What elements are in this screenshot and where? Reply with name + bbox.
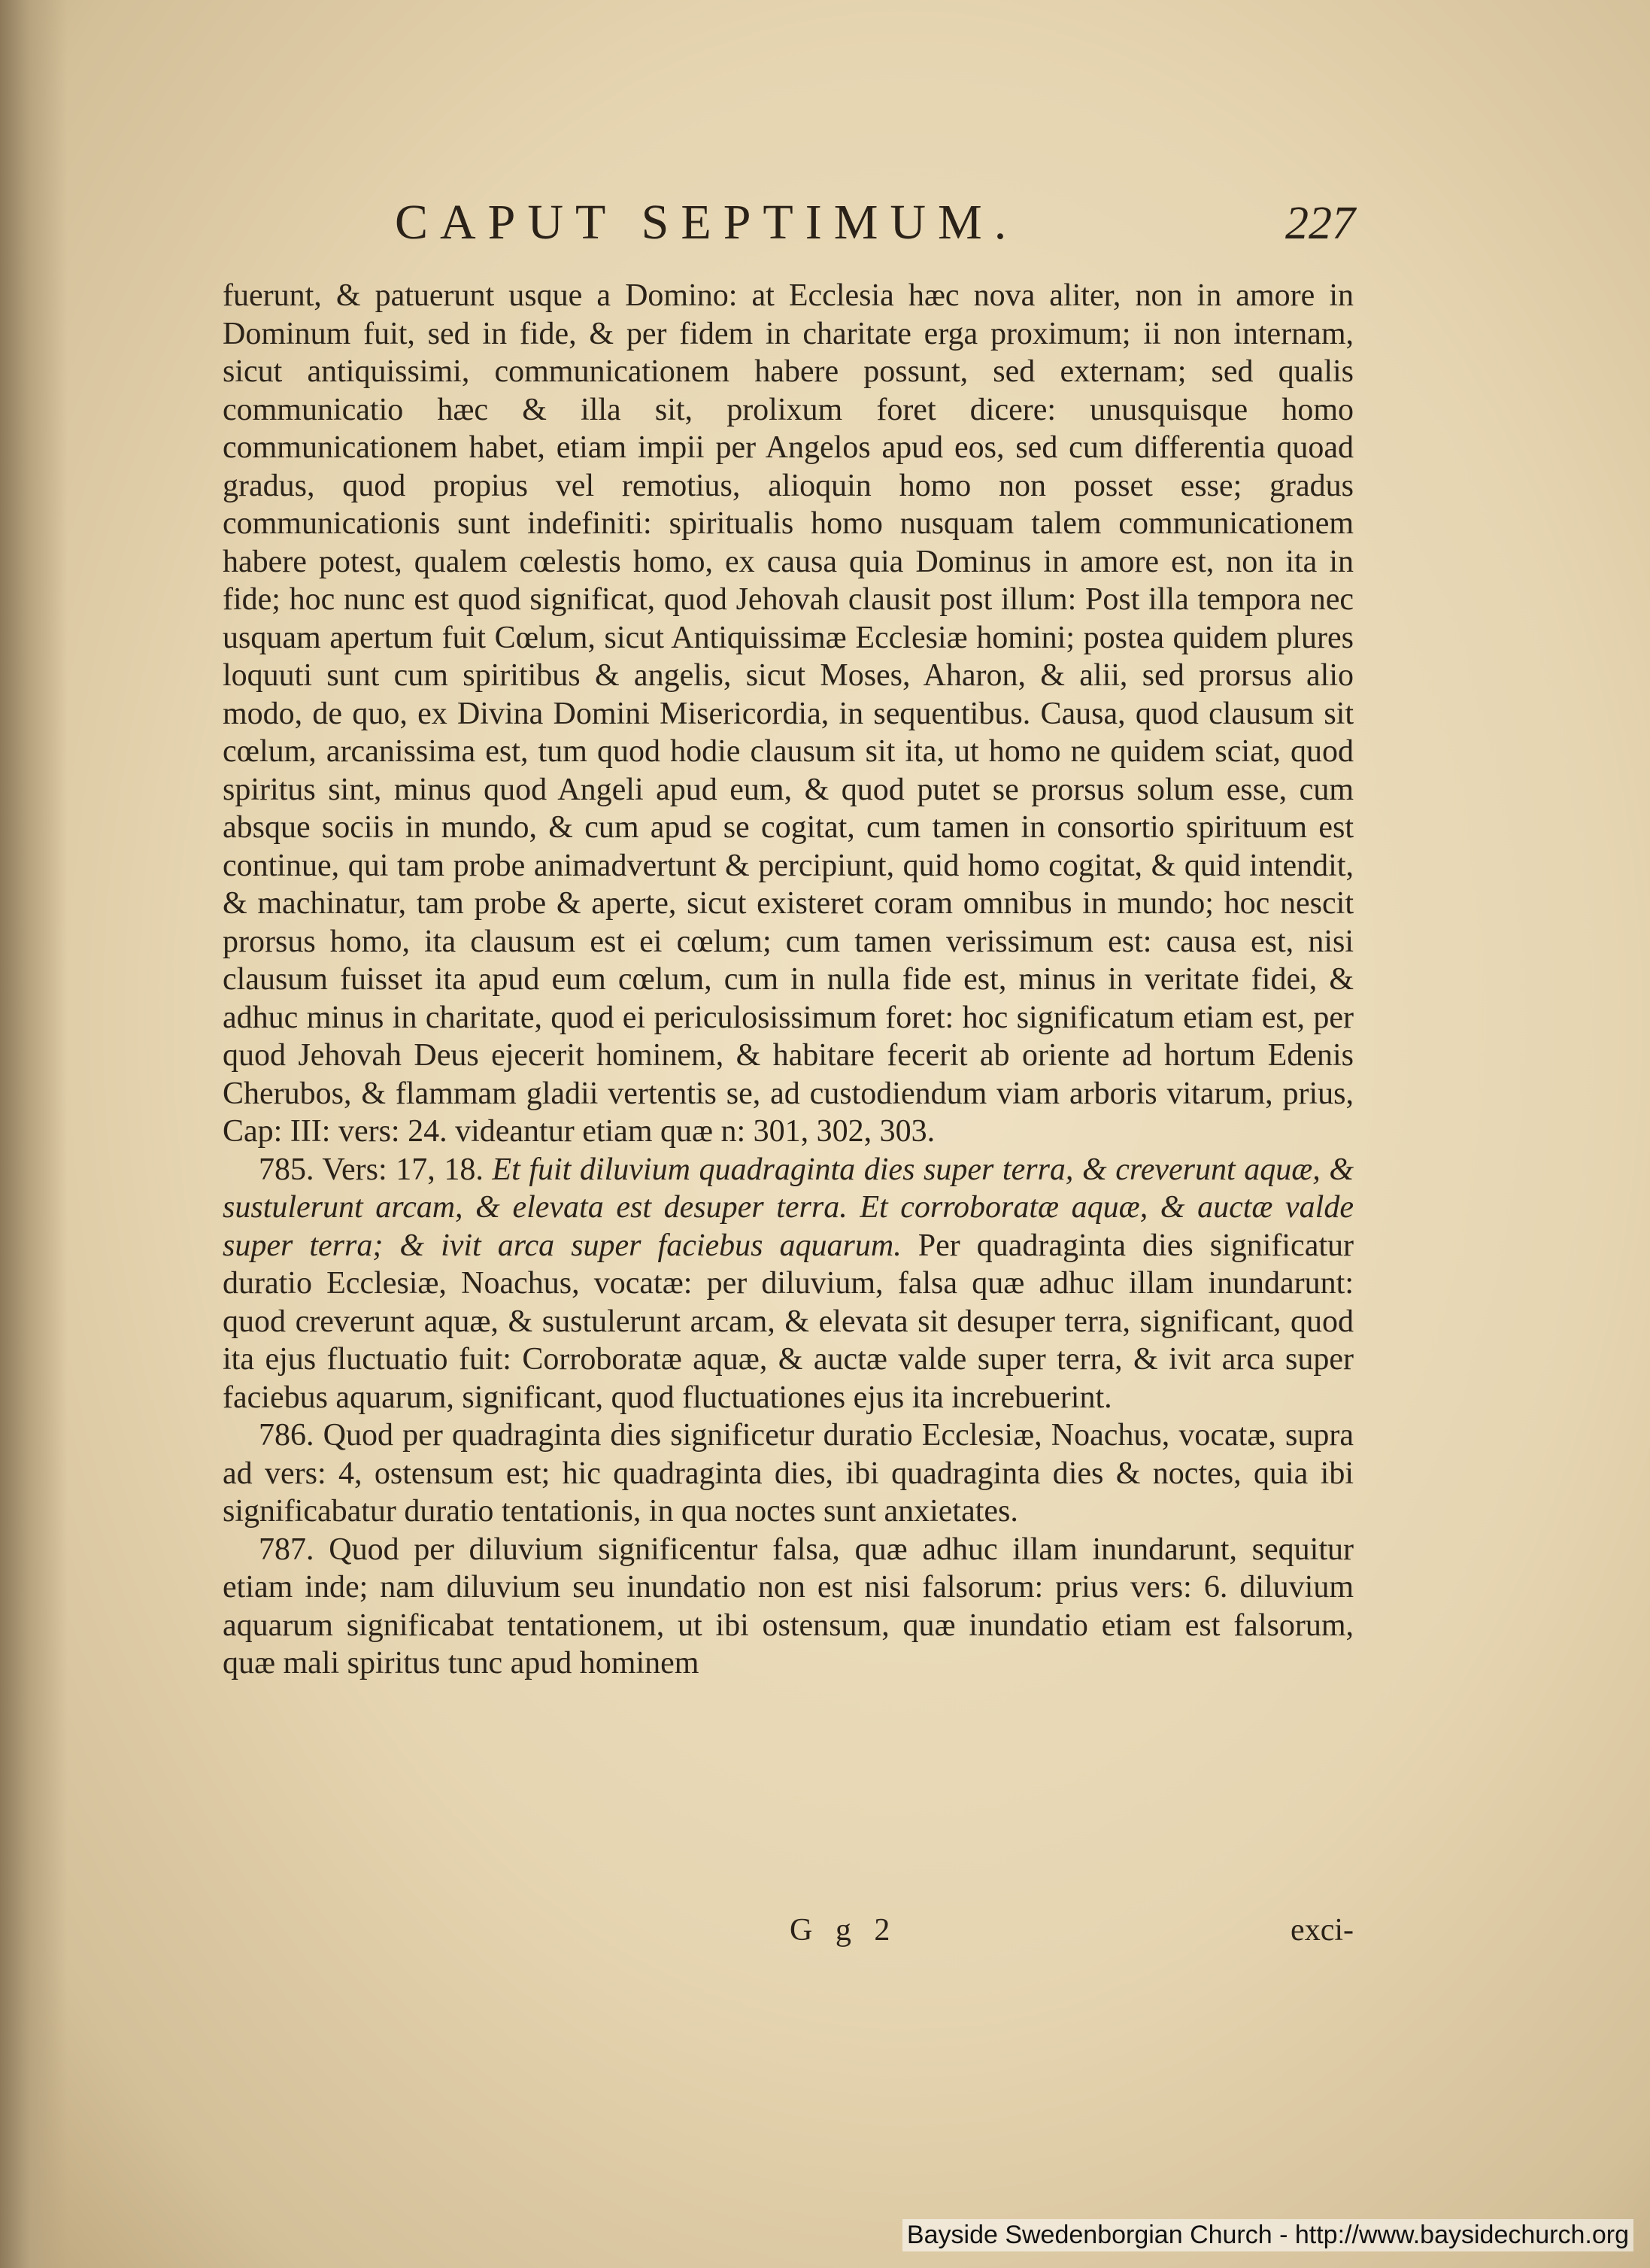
gutter-shadow: [0, 0, 68, 2268]
verse-reference: 785. Vers: 17, 18.: [259, 1152, 484, 1187]
running-head: [226, 194, 1369, 262]
source-watermark: Bayside Swedenborgian Church - http://www.baysidechurch.org: [902, 2219, 1633, 2251]
page-number: 227: [1285, 198, 1355, 249]
paragraph-785-commentary: Per quadraginta dies significatur duratio Ecclesiæ, Noachus, vocatæ: per diluvium, falsa quæ adhuc illam inundarunt: quod creverunt aquæ, & sustulerunt arcam, & elevata sit desuper terra, significant, quod ita ejus fluctuatio fuit: Corroboratæ aquæ, & auctæ valde super terra, & ivit arca super faciebus aquarum, significant, quod fluctuationes ejus ita increbuerint.: [223, 1228, 1354, 1415]
body-text: [223, 277, 1354, 1683]
paragraph-787: 787. Quod per diluvium significentur falsa, quæ adhuc illam inundarunt, sequitur etiam inde; nam diluvium seu inundatio non est nisi falsorum: prius vers: 6. diluvium aquarum significabat tentationem, ut ibi ostensum, quæ inundatio etiam est falsorum, quæ mali spiritus tunc apud hominem: [223, 1532, 1354, 1681]
scripture-quote: Et fuit diluvium quadraginta dies super terra, & creverunt aquæ, & sustulerunt arcam, & elevata est desuper terra. Et corroboratæ aquæ, & auctæ valde super terra; & ivit arca super faciebus aquarum.: [223, 1152, 1354, 1263]
paragraph-786: 786. Quod per quadraginta dies significetur duratio Ecclesiæ, Noachus, vocatæ, supra ad vers: 4, ostensum est; hic quadraginta dies, ibi quadraginta dies & noctes, quia ibi significabatur duratio tentationis, in qua noctes sunt anxietates.: [223, 1418, 1354, 1529]
paragraph-continued: fuerunt, & patuerunt usque a Domino: at Ecclesia hæc nova aliter, non in amore in Dominum fuit, sed in fide, & per fidem in charitate erga proximum; ii non internam, sicut antiquissimi, communicationem habere possunt, sed externam; sed qualis communicatio hæc & illa sit, prolixum foret dicere: unusquisque homo communicationem habet, etiam impii per Angelos apud eos, sed cum differentia quoad gradus, quod propius vel remotius, alioquin homo non posset esse; gradus communicationis sunt indefiniti: spiritualis homo nusquam talem communicationem habere potest, qualem cœlestis homo, ex causa quia Dominus in amore est, non ita in fide; hoc nunc est quod significat, quod Jehovah clausit post illum: Post illa tempora nec usquam apertum fuit Cœlum, sicut Antiquissimæ Ecclesiæ homini; postea quidem plures loquuti sunt cum spiritibus & angelis, sicut Moses, Aharon, & alii, sed prorsus alio modo, de quo, ex Divina Domini Misericordia, in sequentibus. Causa, quod clausum sit cœlum, arcanissima est, tum quod hodie clausum sit ita, ut homo ne quidem sciat, quod spiritus sint, minus quod Angeli apud eum, & quod putet se prorsus solum esse, cum absque sociis in mundo, & cum apud se cogitat, cum tamen in consortio spirituum est continue, qui tam probe animadvertunt & percipiunt, quid homo cogitat, & quid intendit, & machinatur, tam probe & aperte, sicut existeret coram omnibus in mundo; hoc nescit prorsus homo, ita clausum est ei cœlum; cum tamen verissimum est: causa est, nisi clausum fuisset ita apud eum cœlum, cum in nulla fide est, minus in veritate fidei, & adhuc minus in charitate, quod ei periculosissimum foret: hoc significatum etiam est, per quod Jehovah Deus ejecerit hominem, & habitare fecerit ab oriente ad hortum Edenis Cherubos, & flammam gladii vertentis se, ad custodiendum viam arboris vitarum, prius, Cap: III: vers: 24. videantur etiam quæ n: 301, 302, 303.: [223, 278, 1354, 1149]
signature-mark: G g 2: [790, 1913, 898, 1948]
paragraph-785: [223, 1151, 1354, 1417]
catchword: exci-: [1291, 1913, 1354, 1948]
chapter-title: CAPUT SEPTIMUM.: [395, 195, 1019, 250]
